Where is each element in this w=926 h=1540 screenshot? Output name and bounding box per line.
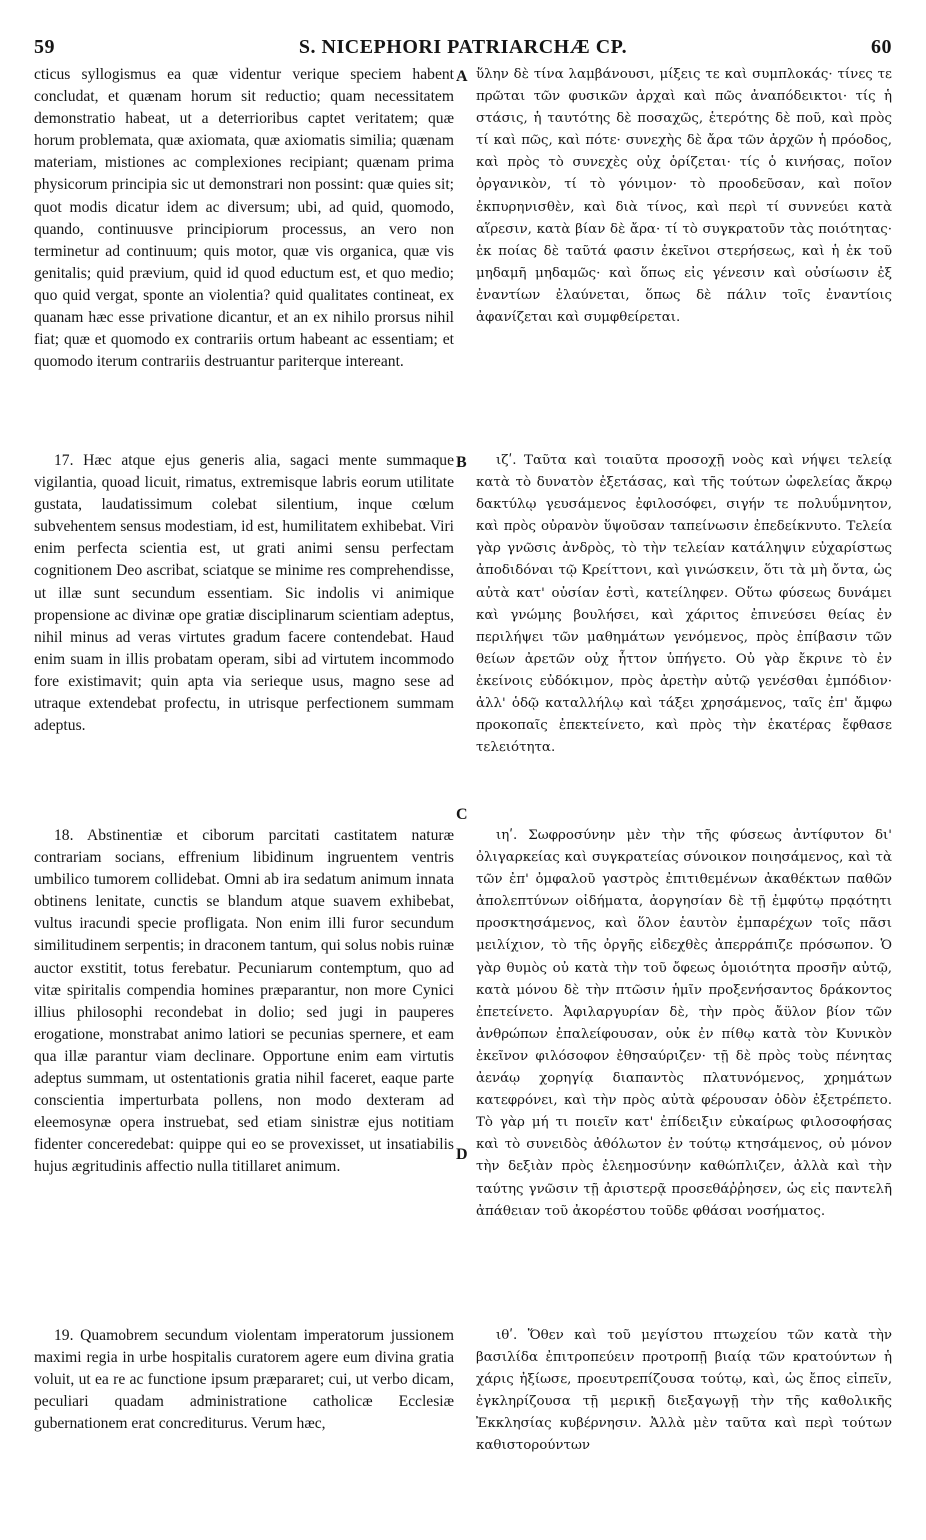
- section-marker-a: A: [456, 68, 468, 85]
- page-number-right: 60: [871, 36, 892, 58]
- running-title: S. NICEPHORI PATRIARCHÆ CP.: [298, 36, 628, 58]
- section-marker-d: D: [456, 1146, 468, 1163]
- page-number-left: 59: [34, 36, 55, 58]
- greek-paragraph-18: ιηʹ. Σωφροσύνην μὲν τὴν τῆς φύσεως ἀντίφυτον δι' ὀλιγαρκείας καὶ συγκρατείας σύνοικον ποιησάμενος, καὶ τὰ τῶν ἐπ' ὀμφαλοῦ γαστρὸς ἐπιτιθεμένων ἀκαθέκτων παθῶν ἀπολεπτύνων οἰδήματα, ἀοργησίαν δὲ τῇ ἐμφύτῳ πρᾳότητι προσκτησάμενος, καὶ ὅλον ἑαυτὸν ἐμπαρέχων τοῖς πᾶσι μειλίχιον, τὸ τῆς ὀργῆς εἰδεχθὲς ἀπερράπιζε πρόσωπον. Ὁ γὰρ θυμὸς οὐ κατὰ τὴν τοῦ ὄφεως ὁμοιότητα προσῆν αὐτῷ, κατὰ μόνου δὲ τὴν πτῶσιν ἡμῖν προξενήσαντος δράκοντος ἐπετείνετο. Ἀφιλαργυρίαν δὲ, τὴν πρὸς ἄϋλον βίον τῶν ἀνθρώπων ἐπαλείφουσαν, οὐκ ἐν πίθῳ κατὰ τὸν Κυνικὸν ἐκεῖνον φιλόσοφον ἐθησαύριζεν· τῇ δὲ πρὸς τοὺς πένητας ἀενάῳ χορηγίᾳ διαπαντὸς πλατυνόμενος, χρημάτων κατεφρόνει, καὶ τὴν πρὸς αὐτὰ φέρουσαν ὁδὸν ἐξετρέπετο. Τὸ γὰρ μή τι ποιεῖν κατ' ἐπίδειξιν εὐκαίρως φιλοσοφήσας καὶ τὸ συνειδὸς ἀθόλωτον ἐν τούτῳ κτησάμενος, οὐ μόνον τὴν δεξιὰν πρὸς ἐλεημοσύνην καθώπλιζεν, ἀλλὰ καὶ τὴν ταύτης γνῶσιν τῇ ἀριστερᾷ προσεθάῤῥησεν, ὡς εἰς παντελῆ ἀπάθειαν τοῦ ἀκορέστου τοῦδε φθάσαι νοσήματος.: [476, 828, 892, 1219]
- latin-paragraph-19: 19. Quamobrem secundum violentam imperatorum jussionem maximi regia in urbe hospitalis curatorem agere eum divina gratia voluit, ut ea re ac functione ipsum præpararet; cui, ut verbo dicam, peculiari quadam administratione catholicæ Ecclesiæ gubernationem erat concrediturus. Verum hæc,: [34, 1327, 454, 1433]
- greek-paragraph-19: ιθʹ. Ὅθεν καὶ τοῦ μεγίστου πτωχείου τῶν κατὰ τὴν βασιλίδα ἐπιτροπεύειν προτροπῇ βιαίᾳ τῶν κρατούντων ἡ χάρις ἠξίωσε, προευτρεπίζουσα τούτῳ, καὶ, ὡς ἔπος εἰπεῖν, ἐγκληρίζουσα τῇ μερικῇ διεξαγωγῇ τὴν τῆς καθολικῆς Ἐκκλησίας κυβέρνησιν. Ἀλλὰ μὲν ταῦτα καὶ περὶ τούτων καθιστορούντων: [476, 1328, 892, 1454]
- greek-paragraph-16-end: ὕλην δὲ τίνα λαμβάνουσι, μίξεις τε καὶ συμπλοκάς· τίνες τε πρῶται τῶν φυσικῶν ἀρχαὶ καὶ πῶς ἀναπόδεικτοι· τίς ἡ στάσις, ἡ ταυτότης δὲ ποσαχῶς, ἑτερότης δὲ ποῦ, καὶ πρὸς τί καὶ πῶς, καὶ πότε· συνεχὴς δὲ ἄρα τῶν ἀρχῶν ἡ πρόοδος, καὶ πρὸς τὸ συνεχὲς οὐχ ὁρίζεται· τίς ὁ κινήσας, ποῖον ὀργανικὸν, τί τὸ γόνιμον· τὸ προοδεῦσαν, καὶ ποῖον ἐκπυρηνισθὲν, καὶ διὰ τίνος, καὶ περὶ τί συννεύει κατὰ αἵρεσιν, κατὰ βίαν δὲ ἄρα· τί τὸ συγκρατοῦν τὰς ποιότητας· ἐκ ποίας δὲ ταῦτά φασιν ἐκεῖνοι στερήσεως, καὶ ἡ ἐκ τοῦ μηδαμῆ μηδαμῶς· καὶ ὅπως εἰς γένεσιν καὶ οὐσίωσιν ἐξ ἐναντίων ἐλαύνεται, ὅπως δὲ πάλιν τοῖς ἐναντίοις ἀφανίζεται καὶ συμφθείρεται.: [476, 67, 892, 326]
- latin-paragraph-18: 18. Abstinentiæ et ciborum parcitati castitatem naturæ contrariam socians, effrenium libidinum ingruentem ventris umbilico tumorem collidebat. Omni ab ira sedatum animum innata obtinens lenitate, cunctis se blandum atque suavem exhibebat, vultus iracundi specie profligata. Non enim illi furor secundum similitudinem serpentis; in draconem tantum, qui solus nobis ruinæ auctor exstitit, totus ferebatur. Pecuniarum contemptum, quo ad vitæ spiritalis compendia homines præparantur, non more Cynici illius philosophi recondebat in dolio; sed jugi in pauperes erogatione, monstrabat animo latiori se pecunias spernere, et eam qua illæ parantur viam declinare. Opportune enim eam virtutis adeptus summam, ut ostentationis gratia nihil faceret, eaque parte conscientia imperturbata pollens, non modo dexteram ad eleemosynæ opera instruebat, sed etiam sinistræ ejus notitiam fidenter conceredebat: quippe qui eo se provexisset, ut insatiabilis hujus ægritudinis affectio nulla titillaret animum.: [34, 827, 454, 1176]
- section-marker-b: B: [456, 454, 467, 471]
- greek-paragraph-17: ιζʹ. Ταῦτα καὶ τοιαῦτα προσοχῇ νοὸς καὶ νήψει τελείᾳ κατὰ τὸ δυνατὸν ἐξετάσας, καὶ τῆς τούτων ὠφελείας ἄκρῳ δακτύλῳ γευσάμενος ἐφιλοσόφει, σιγήν τε πολυΰμνητον, καὶ πρὸς οὐρανὸν ὕψοῦσαν ταπείνωσιν ἐπεδείκνυτο. Τελεία γὰρ γνῶσις ἀνδρὸς, τὸ τὴν τελείαν κατάληψιν εὐχαρίστως ἀποδιδόναι τῷ Κρείττονι, καὶ γινώσκειν, ὅτι τὰ μὴ ὄντα, ὡς αὐτὰ κατ' οὐσίαν ἐστὶ, κατείληφεν. Οὕτω φύσεως δυνάμει καὶ γνώμης βουλήσει, καὶ χάριτος ἐπινεύσει θείας ἐν περιλήψει τῶν μαθημάτων γενόμενος, πρὸς ἐπίβασιν τῶν θείων ἀρετῶν οὐχ ἧττον ὑπήγετο. Οὐ γὰρ ἔκρινε τὸ ἐν ἐκείνοις εὐδόκιμον, πρὸς ἀρετὴν αὐτῷ γενέσθαι ἐμπόδιον· ἀλλ' ὁδῷ καταλλήλῳ καὶ τάξει χρησάμενος, ταῖς ἐπ' ἄμφω προκοπαῖς ἐπεκτείνετο, καὶ πρὸς τὴν ἑκατέρας ἔφθασε τελειότητα.: [476, 453, 892, 756]
- section-marker-c: C: [456, 806, 468, 823]
- latin-paragraph-16-end: cticus syllogismus ea quæ videntur verique speciem habent concludat, et quænam horum sit reductio; quam necessitatem demonstratio habeat, ut a deterrioribus captet veritatem; quæ horum problemata, quæ axiomata, quæ axiomatis similia; quænam materiam, mistiones ac complexiones recipiant; quænam prima physicorum principia sic ut demonstrari non possint: quæ quies sit; quot modis dicatur idem ac diversum; ubi, ad quid, quomodo, quando, continuusve principiorum processus, an vero non terminetur ad continuum; quis motor, quæ vis organica, quæ vis genitalis; quid prævium, quid id quod eductum est, et quo medio; quo quid vergat, sponte an violentia? quid qualitates contineat, ex quanam hæc esse privatione dicantur, et an ex nihilo prorsus nihil fiat; quæ et quomodo ex contrariis ortum habeant ac essentiam; et quomodo iterum contrariis destruantur pariterque intereant.: [34, 66, 454, 371]
- running-header: [34, 36, 892, 62]
- latin-paragraph-17: 17. Hæc atque ejus generis alia, sagaci mente summaque vigilantia, quoad licuit, rimatus, extremisque labris eorum utilitate gustata, laudatissimum colebat silentium, inque cœlum subvehentem sensus modestiam, id est, humilitatem exhibebat. Viri enim perfecta scientia est, ut grati animi sensu perfectam cognitionem Deo ascribat, sciatque se minime res comprehendisse, ut illæ sunt secundum essentiam. Sic indolis vi animique propensione ac divinæ ope gratiæ disciplinarum scientiam adeptus, nihil minus ad veras virtutes gradum facere contendebat. Haud enim suam in illis probatam operam, sibi ad virtutem incommodo fore existimavit; quin apta via serieque usus, magno sese ad utraque extendebat profectu, in utrisque perfectionem summam adeptus.: [34, 452, 454, 735]
